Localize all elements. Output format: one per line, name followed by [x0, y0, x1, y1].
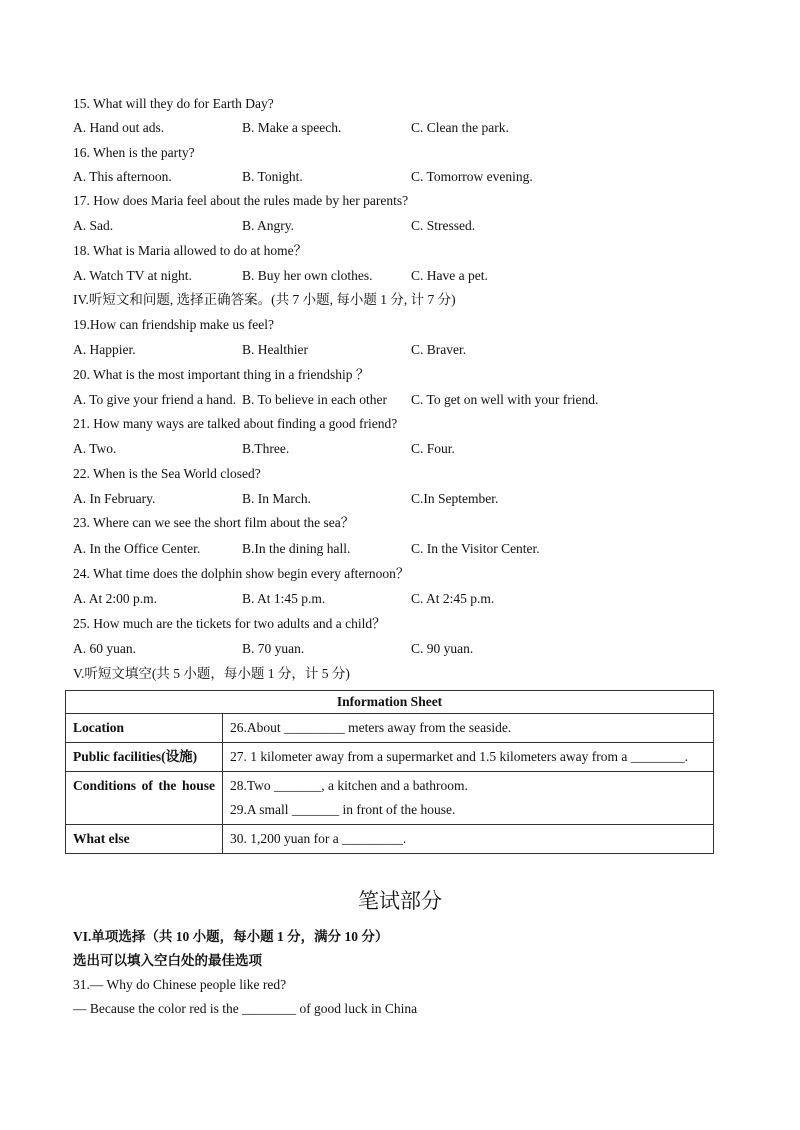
row-value-location: 26.About _________ meters away from the seaside.: [223, 714, 714, 743]
table-header-row: [66, 691, 714, 714]
table-title: Information Sheet: [66, 691, 714, 714]
section-5-heading: V.听短文填空(共 5 小题，每小题 1 分，计 5 分): [73, 666, 350, 681]
question-16: 16. When is the party?: [73, 145, 195, 160]
condition-line-28: 28.Two _______, a kitchen and a bathroom.: [230, 778, 468, 793]
option-b: B. To believe in each other: [242, 392, 388, 407]
options-25: [73, 639, 733, 659]
row-value-facilities: 27. 1 kilometer away from a supermarket and 1.5 kilometers away from a ________.: [223, 743, 714, 772]
question-22: 22. When is the Sea World closed?: [73, 466, 261, 481]
option-c: C. In the Visitor Center.: [411, 541, 540, 556]
option-a: A. Two.: [73, 441, 117, 456]
option-b: B.Three.: [242, 441, 290, 456]
option-a: A. To give your friend a hand.: [73, 392, 237, 407]
option-a: A. Watch TV at night.: [73, 268, 192, 283]
question-18: 18. What is Maria allowed to do at home？: [73, 243, 308, 258]
options-15: [73, 118, 733, 138]
question-25: 25. How much are the tickets for two adults and a child？: [73, 616, 386, 631]
question-23: 23. Where can we see the short film about the sea？: [73, 515, 355, 530]
options-17: [73, 216, 733, 236]
option-c: C. Stressed.: [411, 218, 476, 233]
row-label-else: What else: [66, 825, 223, 854]
options-16: [73, 167, 733, 187]
row-value-conditions: [223, 772, 714, 825]
options-18: [73, 266, 733, 286]
option-a: A. In February.: [73, 491, 156, 506]
question-19: 19.How can friendship make us feel?: [73, 317, 274, 332]
option-a: A. In the Office Center.: [73, 541, 201, 556]
option-a: A. 60 yuan.: [73, 641, 136, 656]
written-part-title: 笔试部分: [358, 889, 442, 913]
option-b: B. At 1:45 p.m.: [242, 591, 326, 606]
question-31-prompt: 31.— Why do Chinese people like red?: [73, 977, 287, 992]
row-label-facilities: Public facilities(设施): [66, 743, 223, 772]
option-c: C. Braver.: [411, 342, 467, 357]
options-19: [73, 340, 733, 360]
option-b: B. Buy her own clothes.: [242, 268, 373, 283]
option-b: B.In the dining hall.: [242, 541, 351, 556]
table-row: [66, 825, 714, 854]
row-label-location: Location: [66, 714, 223, 743]
condition-line-29: 29.A small _______ in front of the house.: [230, 802, 456, 817]
option-c: C.In September.: [411, 491, 499, 506]
information-sheet-table: [65, 690, 714, 854]
section-6-heading: VI.单项选择（共 10 小题，每小题 1 分，满分 10 分）: [73, 929, 389, 944]
option-b: B. Angry.: [242, 218, 295, 233]
option-b: B. Tonight.: [242, 169, 303, 184]
options-21: [73, 439, 733, 459]
question-21: 21. How many ways are talked about finding a good friend?: [73, 416, 398, 431]
option-a: A. Sad.: [73, 218, 114, 233]
option-a: A. This afternoon.: [73, 169, 172, 184]
option-a: A. At 2:00 p.m.: [73, 591, 158, 606]
question-15: 15. What will they do for Earth Day?: [73, 96, 274, 111]
option-c: C. Have a pet.: [411, 268, 488, 283]
option-b: B. Healthier: [242, 342, 308, 357]
option-c: C. Tomorrow evening.: [411, 169, 533, 184]
table-row: [66, 743, 714, 772]
option-c: C. 90 yuan.: [411, 641, 474, 656]
options-24: [73, 589, 733, 609]
options-22: [73, 489, 733, 509]
row-value-else: 30. 1,200 yuan for a _________.: [223, 825, 714, 854]
option-a: A. Hand out ads.: [73, 120, 165, 135]
option-c: C. At 2:45 p.m.: [411, 591, 495, 606]
option-c: C. Four.: [411, 441, 455, 456]
section-4-heading: IV.听短文和问题, 选择正确答案。(共 7 小题, 每小题 1 分, 计 7 分): [73, 292, 456, 307]
option-b: B. 70 yuan.: [242, 641, 305, 656]
question-20: 20. What is the most important thing in a friendship ？: [73, 367, 370, 382]
option-b: B. In March.: [242, 491, 311, 506]
options-20: [73, 390, 733, 410]
table-row: [66, 714, 714, 743]
option-b: B. Make a speech.: [242, 120, 342, 135]
table-row: [66, 772, 714, 825]
section-6-instruction: 选出可以填入空白处的最佳选项: [73, 953, 262, 968]
row-label-conditions: Conditions of the house: [66, 772, 223, 825]
option-c: C. Clean the park.: [411, 120, 509, 135]
option-c: C. To get on well with your friend.: [411, 392, 599, 407]
question-17: 17. How does Maria feel about the rules made by her parents?: [73, 193, 409, 208]
options-23: [73, 539, 733, 559]
question-24: 24. What time does the dolphin show begin every afternoon？: [73, 566, 410, 581]
question-31-response: — Because the color red is the ________ of good luck in China: [73, 1001, 418, 1016]
option-a: A. Happier.: [73, 342, 136, 357]
